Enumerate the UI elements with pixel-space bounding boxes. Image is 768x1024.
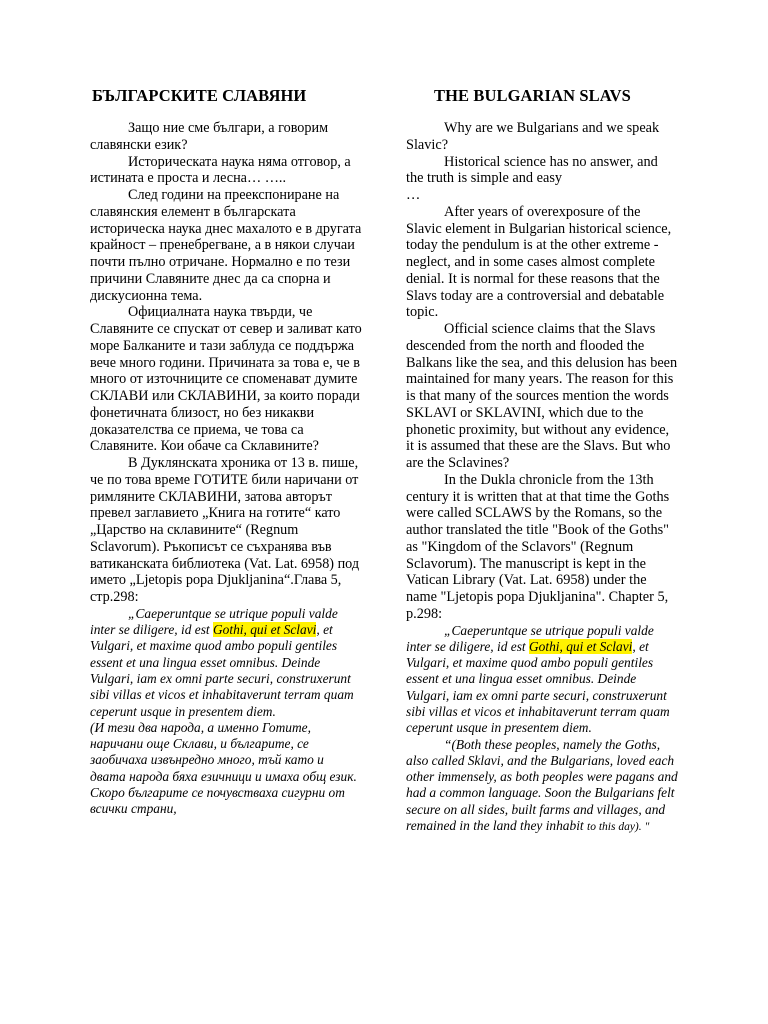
english-paragraph: Historical science has no answer, and the truth is simple and easy [406, 153, 658, 187]
bulgarian-paragraph: Официалната наука твърди, че Славяните се спускат от север и заливат като море Балканите и тази заблуда се поддържа вече много години. Причината за това е, че в много от източниците се споменават думите СКЛАВИ или СКЛАВИНИ, за които поради фонетичната близост, но без никакви доказателства се приема, че това са Славяните. Кои обаче са Склавините? [90, 304, 362, 455]
latin-quote [90, 606, 362, 818]
latin-quote [406, 623, 678, 836]
latin-quote-start: „Caeperuntque se utrique populi valde inter se diligere, id est [90, 605, 338, 638]
bulgarian-title: БЪЛГАРСКИТЕ СЛАВЯНИ [92, 86, 307, 105]
english-title: THE BULGARIAN SLAVS [434, 86, 631, 105]
bulgarian-column [90, 86, 362, 818]
bulgarian-paragraph: След години на преекспониране на славянския елемент в българската историческа наука днес махалото е в другата крайност – пренебрегване, а в някои случаи почти пълно отричане. Нормално е по тези причини Славяните днес да са спорна и дискусионна тема. [90, 187, 362, 304]
latin-quote-rest: , et Vulgari, et maxime quod ambo populi gentiles essent et una lingua esset omnibus. Deinde Vulgari, iam ex omni parte securi, construxerunt sibi villas et vicos et inhabitaverunt terram quam ceperunt usque in presentem diem. [406, 638, 670, 736]
english-paragraph: Why are we Bulgarians and we speak Slavic? [406, 120, 660, 153]
highlighted-phrase: Gothi, qui et Sclavi [213, 622, 317, 638]
latin-quote-start: „Caeperuntque se utrique populi valde inter se diligere, id est [406, 622, 654, 654]
english-paragraph: … [406, 187, 421, 203]
english-translation: “(Both these peoples, namely the Goths, also called Sklavi, and the Bulgarians, loved each other immensely, as both peoples were pagans and had a common language. Soon the Bulgarians felt secure on all sides, built farms and villages, and remained in the land they inhabit [406, 736, 678, 834]
highlighted-phrase: Gothi, qui et Sclavi [529, 638, 633, 654]
english-body [406, 120, 678, 835]
bulgarian-paragraph: В Дуклянската хроника от 13 в. пише, че по това време ГОТИТЕ били наричани от римляните СКЛАВИНИ, затова авторът превел заглавието „Книга на готите“ като „Царство на склавините“ (Regnum Sclavorum). Ръкописът се съхранява във ватиканската библиотека (Vat. Lat. 6958) под името „Ljetopis popa Djukljanina“.Глава 5, стр.298: [90, 455, 360, 605]
bulgarian-paragraph: Защо ние сме българи, а говорим славянски език? [90, 120, 329, 153]
bulgarian-translation: (И тези два народа, а именно Готите, наричани още Склави, и българите, се заобичаха извънредно много, тъй като и двата народа бяха езичници и имаха общ език. Скоро българите се почувстваха сигурни от всички страни, [90, 719, 357, 817]
latin-quote-rest: , et Vulgari, et maxime quod ambo populi gentiles essent et una lingua esset omnibus. Deinde Vulgari, iam ex omni parte securi, construxerunt sibi villas et vicos et inhabitaverunt terram quam ceperunt usque in presentem diem. [90, 622, 354, 719]
english-paragraph: After years of overexposure of the Slavic element in Bulgarian historical science, today the pendulum is at the other extreme - neglect, and in some cases almost complete denial. It is normal for these reasons that the Slavs today are a controversial and debatable topic. [406, 203, 672, 321]
english-paragraph: In the Dukla chronicle from the 13th century it is written that at that time the Goths were called SCLAWS by the Romans, so the author translated the title "Book of the Goths" as "Kingdom of the Sclavors" (Regnum Sclavorum). The manuscript is kept in the Vatican Library (Vat. Lat. 6958) under the name "Ljetopis popa Djukljanina". Chapter 5, p.298: [406, 471, 670, 622]
english-translation-tail: to this day). " [587, 821, 650, 834]
bulgarian-paragraph: Историческата наука няма отговор, а истината е проста и лесна… ….. [90, 153, 351, 187]
english-column [406, 86, 678, 835]
english-paragraph: Official science claims that the Slavs descended from the north and flooded the Balkans like the sea, and this delusion has been maintained for many years. The reason for this is that many of the sources mention the words SKLAVI or SKLAVINI, which due to the phonetic proximity, but without any evidence, it is assumed that these are the Slavs. But who are the Sclavines? [406, 321, 678, 471]
bulgarian-body [90, 120, 362, 818]
